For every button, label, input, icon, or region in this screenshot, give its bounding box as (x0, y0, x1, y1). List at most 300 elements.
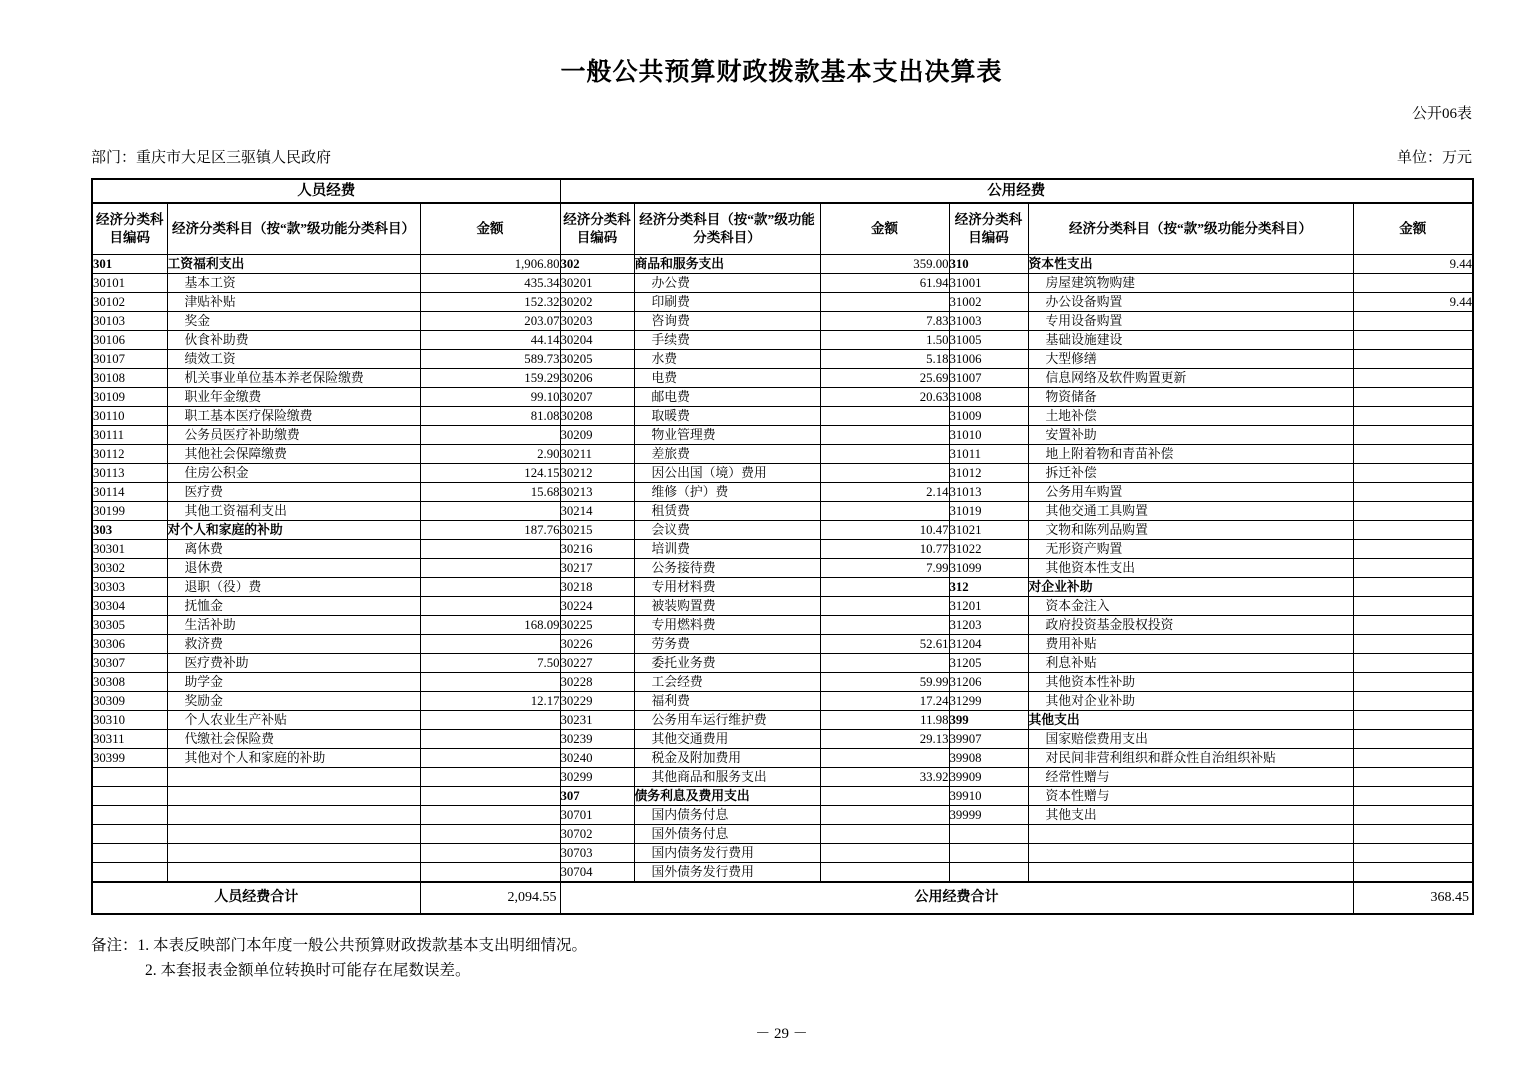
subject-name-cell: 拆迁补偿 (1028, 464, 1353, 483)
subject-name-cell: 办公设备购置 (1028, 293, 1353, 312)
col-header-amount: 金额 (420, 203, 560, 255)
subject-name-cell: 邮电费 (634, 388, 820, 407)
subject-name-cell: 大型修缮 (1028, 350, 1353, 369)
subject-name-cell: 办公费 (634, 274, 820, 293)
amount-cell: 203.07 (420, 312, 560, 331)
amount-cell (820, 293, 949, 312)
code-cell: 30309 (92, 692, 167, 711)
table-row (92, 540, 1473, 559)
subject-name-cell: 费用补贴 (1028, 635, 1353, 654)
code-cell: 30303 (92, 578, 167, 597)
code-cell: 31203 (949, 616, 1028, 635)
code-cell: 30202 (560, 293, 634, 312)
code-cell: 39910 (949, 787, 1028, 806)
subject-name-cell: 退职（役）费 (167, 578, 420, 597)
subject-name-cell: 其他商品和服务支出 (634, 768, 820, 787)
subject-name-cell: 抚恤金 (167, 597, 420, 616)
amount-cell (1353, 312, 1473, 331)
amount-cell (820, 863, 949, 883)
code-cell (92, 806, 167, 825)
note-text-1: 1. 本表反映部门本年度一般公共预算财政拨款基本支出明细情况。 (137, 937, 588, 954)
column-header-row (92, 203, 1473, 255)
subject-name-cell: 基础设施建设 (1028, 331, 1353, 350)
code-cell: 30311 (92, 730, 167, 749)
amount-cell (820, 616, 949, 635)
code-cell: 30103 (92, 312, 167, 331)
code-cell: 30307 (92, 654, 167, 673)
code-cell: 30106 (92, 331, 167, 350)
code-cell: 30701 (560, 806, 634, 825)
subject-name-cell: 国家赔偿费用支出 (1028, 730, 1353, 749)
code-cell: 30231 (560, 711, 634, 730)
amount-cell: 9.44 (1353, 255, 1473, 274)
table-row (92, 274, 1473, 293)
amount-cell (1353, 369, 1473, 388)
table-row (92, 844, 1473, 863)
subject-name-cell: 专用设备购置 (1028, 312, 1353, 331)
subject-name-cell: 其他工资福利支出 (167, 502, 420, 521)
amount-cell: 124.15 (420, 464, 560, 483)
subject-name-cell: 资本性支出 (1028, 255, 1353, 274)
amount-cell: 435.34 (420, 274, 560, 293)
code-cell (92, 844, 167, 863)
table-row (92, 597, 1473, 616)
code-cell (949, 825, 1028, 844)
page-number: － 29 － (755, 1026, 808, 1042)
code-cell: 30114 (92, 483, 167, 502)
subject-name-cell: 奖励金 (167, 692, 420, 711)
amount-cell (1353, 673, 1473, 692)
subject-name-cell: 国内债务发行费用 (634, 844, 820, 863)
code-cell: 30108 (92, 369, 167, 388)
amount-cell: 20.63 (820, 388, 949, 407)
subject-name-cell (1028, 844, 1353, 863)
table-row (92, 388, 1473, 407)
subject-name-cell: 国外债务付息 (634, 825, 820, 844)
amount-cell: 25.69 (820, 369, 949, 388)
subject-name-cell: 债务利息及费用支出 (634, 787, 820, 806)
code-cell: 30702 (560, 825, 634, 844)
code-cell: 30299 (560, 768, 634, 787)
notes-block (91, 933, 587, 983)
amount-cell (1353, 578, 1473, 597)
subject-name-cell: 工资福利支出 (167, 255, 420, 274)
table-row (92, 806, 1473, 825)
amount-cell: 33.92 (820, 768, 949, 787)
department-label: 部门：重庆市大足区三驱镇人民政府 (91, 150, 332, 166)
subject-name-cell: 专用材料费 (634, 578, 820, 597)
subject-name-cell (167, 825, 420, 844)
code-cell: 30102 (92, 293, 167, 312)
amount-cell (420, 863, 560, 883)
amount-cell (420, 787, 560, 806)
subject-name-cell: 机关事业单位基本养老保险缴费 (167, 369, 420, 388)
amount-cell: 61.94 (820, 274, 949, 293)
table-row (92, 863, 1473, 883)
amount-cell (1353, 825, 1473, 844)
code-cell: 30225 (560, 616, 634, 635)
amount-cell (1353, 616, 1473, 635)
code-cell: 30703 (560, 844, 634, 863)
subject-name-cell: 住房公积金 (167, 464, 420, 483)
code-cell: 30239 (560, 730, 634, 749)
col-header-name: 经济分类科目（按“款”级功能分类科目） (634, 203, 820, 255)
subject-name-cell: 其他交通工具购置 (1028, 502, 1353, 521)
table-row (92, 654, 1473, 673)
group-header-public: 公用经费 (560, 179, 1473, 203)
subject-name-cell: 咨询费 (634, 312, 820, 331)
code-cell: 31099 (949, 559, 1028, 578)
code-cell: 30308 (92, 673, 167, 692)
code-cell: 30101 (92, 274, 167, 293)
code-cell: 30213 (560, 483, 634, 502)
subject-name-cell: 个人农业生产补贴 (167, 711, 420, 730)
code-cell: 30109 (92, 388, 167, 407)
public-total-value: 368.45 (1353, 882, 1473, 914)
col-header-name: 经济分类科目（按“款”级功能分类科目） (167, 203, 420, 255)
amount-cell (1353, 749, 1473, 768)
table-row (92, 635, 1473, 654)
subject-name-cell: 救济费 (167, 635, 420, 654)
amount-cell: 10.47 (820, 521, 949, 540)
code-cell: 30306 (92, 635, 167, 654)
code-cell: 30209 (560, 426, 634, 445)
personnel-total-label: 人员经费合计 (92, 882, 420, 914)
amount-cell: 2.14 (820, 483, 949, 502)
table-row (92, 578, 1473, 597)
amount-cell (1353, 274, 1473, 293)
code-cell: 31001 (949, 274, 1028, 293)
code-cell: 30208 (560, 407, 634, 426)
subject-name-cell: 其他支出 (1028, 806, 1353, 825)
amount-cell (820, 597, 949, 616)
amount-cell (1353, 768, 1473, 787)
subject-name-cell: 职工基本医疗保险缴费 (167, 407, 420, 426)
table-row (92, 711, 1473, 730)
amount-cell (420, 844, 560, 863)
col-header-name: 经济分类科目（按“款”级功能分类科目） (1028, 203, 1353, 255)
subject-name-cell (167, 863, 420, 883)
code-cell: 31022 (949, 540, 1028, 559)
subject-name-cell: 生活补助 (167, 616, 420, 635)
code-cell: 31011 (949, 445, 1028, 464)
code-cell (92, 768, 167, 787)
code-cell: 31003 (949, 312, 1028, 331)
subject-name-cell: 差旅费 (634, 445, 820, 464)
amount-cell (420, 635, 560, 654)
subject-name-cell: 医疗费补助 (167, 654, 420, 673)
subject-name-cell: 绩效工资 (167, 350, 420, 369)
table-row (92, 426, 1473, 445)
subject-name-cell: 其他支出 (1028, 711, 1353, 730)
amount-cell (820, 464, 949, 483)
code-cell: 30304 (92, 597, 167, 616)
code-cell: 31206 (949, 673, 1028, 692)
code-cell: 39907 (949, 730, 1028, 749)
table-row (92, 407, 1473, 426)
code-cell: 30218 (560, 578, 634, 597)
code-cell: 30228 (560, 673, 634, 692)
code-cell: 30206 (560, 369, 634, 388)
code-cell: 303 (92, 521, 167, 540)
amount-cell (1353, 559, 1473, 578)
code-cell: 30305 (92, 616, 167, 635)
subject-name-cell: 专用燃料费 (634, 616, 820, 635)
subject-name-cell (167, 768, 420, 787)
amount-cell (1353, 806, 1473, 825)
amount-cell (1353, 711, 1473, 730)
code-cell: 31201 (949, 597, 1028, 616)
code-cell: 30301 (92, 540, 167, 559)
code-cell (92, 787, 167, 806)
personnel-total-value: 2,094.55 (420, 882, 560, 914)
amount-cell: 7.83 (820, 312, 949, 331)
table-row (92, 255, 1473, 274)
subject-name-cell: 其他对个人和家庭的补助 (167, 749, 420, 768)
code-cell: 30112 (92, 445, 167, 464)
subject-name-cell: 其他交通费用 (634, 730, 820, 749)
amount-cell: 1.50 (820, 331, 949, 350)
amount-cell (1353, 407, 1473, 426)
subject-name-cell: 信息网络及软件购置更新 (1028, 369, 1353, 388)
amount-cell: 12.17 (420, 692, 560, 711)
code-cell: 30113 (92, 464, 167, 483)
code-cell: 31012 (949, 464, 1028, 483)
table-body (92, 255, 1473, 883)
table-row (92, 331, 1473, 350)
amount-cell: 81.08 (420, 407, 560, 426)
subject-name-cell: 对民间非营利组织和群众性自治组织补贴 (1028, 749, 1353, 768)
code-cell: 31021 (949, 521, 1028, 540)
table-row (92, 616, 1473, 635)
amount-cell (820, 749, 949, 768)
unit-label: 单位：万元 (1396, 150, 1472, 166)
subject-name-cell: 手续费 (634, 331, 820, 350)
amount-cell (1353, 350, 1473, 369)
table-row (92, 293, 1473, 312)
code-cell: 30399 (92, 749, 167, 768)
subject-name-cell: 会议费 (634, 521, 820, 540)
subject-name-cell: 房屋建筑物购建 (1028, 274, 1353, 293)
amount-cell: 7.99 (820, 559, 949, 578)
subject-name-cell: 国内债务付息 (634, 806, 820, 825)
subject-name-cell: 水费 (634, 350, 820, 369)
code-cell: 30227 (560, 654, 634, 673)
code-cell: 30207 (560, 388, 634, 407)
subject-name-cell (167, 787, 420, 806)
table-row (92, 749, 1473, 768)
amount-cell (820, 825, 949, 844)
subject-name-cell: 代缴社会保险费 (167, 730, 420, 749)
code-cell: 39909 (949, 768, 1028, 787)
code-cell: 30214 (560, 502, 634, 521)
subject-name-cell: 税金及附加费用 (634, 749, 820, 768)
subject-name-cell: 土地补偿 (1028, 407, 1353, 426)
amount-cell (420, 578, 560, 597)
code-cell: 30216 (560, 540, 634, 559)
subject-name-cell: 政府投资基金股权投资 (1028, 616, 1353, 635)
code-cell: 30704 (560, 863, 634, 883)
amount-cell (820, 806, 949, 825)
subject-name-cell: 退休费 (167, 559, 420, 578)
page-title: 一般公共预算财政拨款基本支出决算表 (560, 59, 1003, 86)
table-row (92, 312, 1473, 331)
code-cell (949, 844, 1028, 863)
amount-cell (1353, 483, 1473, 502)
code-cell: 31019 (949, 502, 1028, 521)
subject-name-cell: 取暖费 (634, 407, 820, 426)
amount-cell (420, 426, 560, 445)
code-cell: 30224 (560, 597, 634, 616)
amount-cell: 2.90 (420, 445, 560, 464)
amount-cell (1353, 692, 1473, 711)
table-row (92, 730, 1473, 749)
amount-cell: 1,906.80 (420, 255, 560, 274)
code-cell: 30204 (560, 331, 634, 350)
table-row (92, 445, 1473, 464)
amount-cell: 159.29 (420, 369, 560, 388)
subject-name-cell: 安置补助 (1028, 426, 1353, 445)
amount-cell (1353, 863, 1473, 883)
subject-name-cell: 维修（护）费 (634, 483, 820, 502)
subject-name-cell: 商品和服务支出 (634, 255, 820, 274)
code-cell (949, 863, 1028, 883)
note-line (91, 933, 587, 958)
table-row (92, 825, 1473, 844)
subject-name-cell: 医疗费 (167, 483, 420, 502)
subject-name-cell: 伙食补助费 (167, 331, 420, 350)
code-cell: 30229 (560, 692, 634, 711)
code-cell: 30240 (560, 749, 634, 768)
amount-cell: 44.14 (420, 331, 560, 350)
amount-cell (1353, 635, 1473, 654)
amount-cell: 59.99 (820, 673, 949, 692)
subject-name-cell: 公务员医疗补助缴费 (167, 426, 420, 445)
subject-name-cell: 津贴补贴 (167, 293, 420, 312)
note-text-2: 2. 本套报表金额单位转换时可能存在尾数误差。 (145, 962, 471, 979)
amount-cell (420, 540, 560, 559)
col-header-code: 经济分类科目编码 (92, 203, 167, 255)
subject-name-cell (1028, 825, 1353, 844)
code-cell (92, 825, 167, 844)
amount-cell (820, 578, 949, 597)
table-row (92, 673, 1473, 692)
code-cell: 30217 (560, 559, 634, 578)
amount-cell (420, 711, 560, 730)
subject-name-cell: 资本金注入 (1028, 597, 1353, 616)
amount-cell (1353, 844, 1473, 863)
amount-cell: 589.73 (420, 350, 560, 369)
amount-cell: 5.18 (820, 350, 949, 369)
amount-cell (420, 806, 560, 825)
amount-cell (420, 749, 560, 768)
table-row (92, 483, 1473, 502)
amount-cell: 15.68 (420, 483, 560, 502)
amount-cell (820, 844, 949, 863)
amount-cell (1353, 730, 1473, 749)
subject-name-cell (167, 806, 420, 825)
amount-cell (1353, 445, 1473, 464)
amount-cell (1353, 464, 1473, 483)
subject-name-cell: 委托业务费 (634, 654, 820, 673)
amount-cell (420, 597, 560, 616)
amount-cell (820, 426, 949, 445)
table-row (92, 692, 1473, 711)
amount-cell: 11.98 (820, 711, 949, 730)
group-header-row (92, 179, 1473, 203)
col-header-amount: 金额 (1353, 203, 1473, 255)
public-total-label: 公用经费合计 (560, 882, 1353, 914)
code-cell: 30111 (92, 426, 167, 445)
subject-name-cell: 助学金 (167, 673, 420, 692)
amount-cell (1353, 654, 1473, 673)
code-cell: 30201 (560, 274, 634, 293)
table-row (92, 502, 1473, 521)
col-header-code: 经济分类科目编码 (949, 203, 1028, 255)
code-cell (92, 863, 167, 883)
code-cell: 307 (560, 787, 634, 806)
code-cell: 31204 (949, 635, 1028, 654)
table-row (92, 787, 1473, 806)
subject-name-cell: 其他对企业补助 (1028, 692, 1353, 711)
col-header-amount: 金额 (820, 203, 949, 255)
code-cell: 31007 (949, 369, 1028, 388)
subject-name-cell: 因公出国（境）费用 (634, 464, 820, 483)
expenditure-table (91, 178, 1474, 915)
code-cell: 31009 (949, 407, 1028, 426)
amount-cell: 10.77 (820, 540, 949, 559)
amount-cell: 359.00 (820, 255, 949, 274)
amount-cell: 9.44 (1353, 293, 1473, 312)
amount-cell (1353, 521, 1473, 540)
amount-cell (820, 654, 949, 673)
subject-name-cell: 其他资本性支出 (1028, 559, 1353, 578)
code-cell: 31205 (949, 654, 1028, 673)
amount-cell (420, 730, 560, 749)
amount-cell: 29.13 (820, 730, 949, 749)
table-code-label: 公开06表 (1411, 106, 1472, 122)
amount-cell (420, 825, 560, 844)
amount-cell (820, 407, 949, 426)
subject-name-cell: 地上附着物和青苗补偿 (1028, 445, 1353, 464)
col-header-code: 经济分类科目编码 (560, 203, 634, 255)
subject-name-cell (167, 844, 420, 863)
subject-name-cell: 公务接待费 (634, 559, 820, 578)
subject-name-cell: 其他社会保障缴费 (167, 445, 420, 464)
code-cell: 30211 (560, 445, 634, 464)
subject-name-cell: 电费 (634, 369, 820, 388)
subject-name-cell: 无形资产购置 (1028, 540, 1353, 559)
code-cell: 30199 (92, 502, 167, 521)
subject-name-cell: 基本工资 (167, 274, 420, 293)
subject-name-cell: 对企业补助 (1028, 578, 1353, 597)
amount-cell: 99.10 (420, 388, 560, 407)
code-cell: 399 (949, 711, 1028, 730)
amount-cell (420, 502, 560, 521)
meta-row (91, 146, 1472, 167)
subject-name-cell (1028, 863, 1353, 883)
amount-cell: 168.09 (420, 616, 560, 635)
amount-cell (1353, 787, 1473, 806)
subject-name-cell: 其他资本性补助 (1028, 673, 1353, 692)
code-cell: 30215 (560, 521, 634, 540)
code-cell: 30302 (92, 559, 167, 578)
amount-cell (1353, 426, 1473, 445)
code-cell: 30226 (560, 635, 634, 654)
group-header-personnel: 人员经费 (92, 179, 560, 203)
code-cell: 39908 (949, 749, 1028, 768)
subject-name-cell: 奖金 (167, 312, 420, 331)
